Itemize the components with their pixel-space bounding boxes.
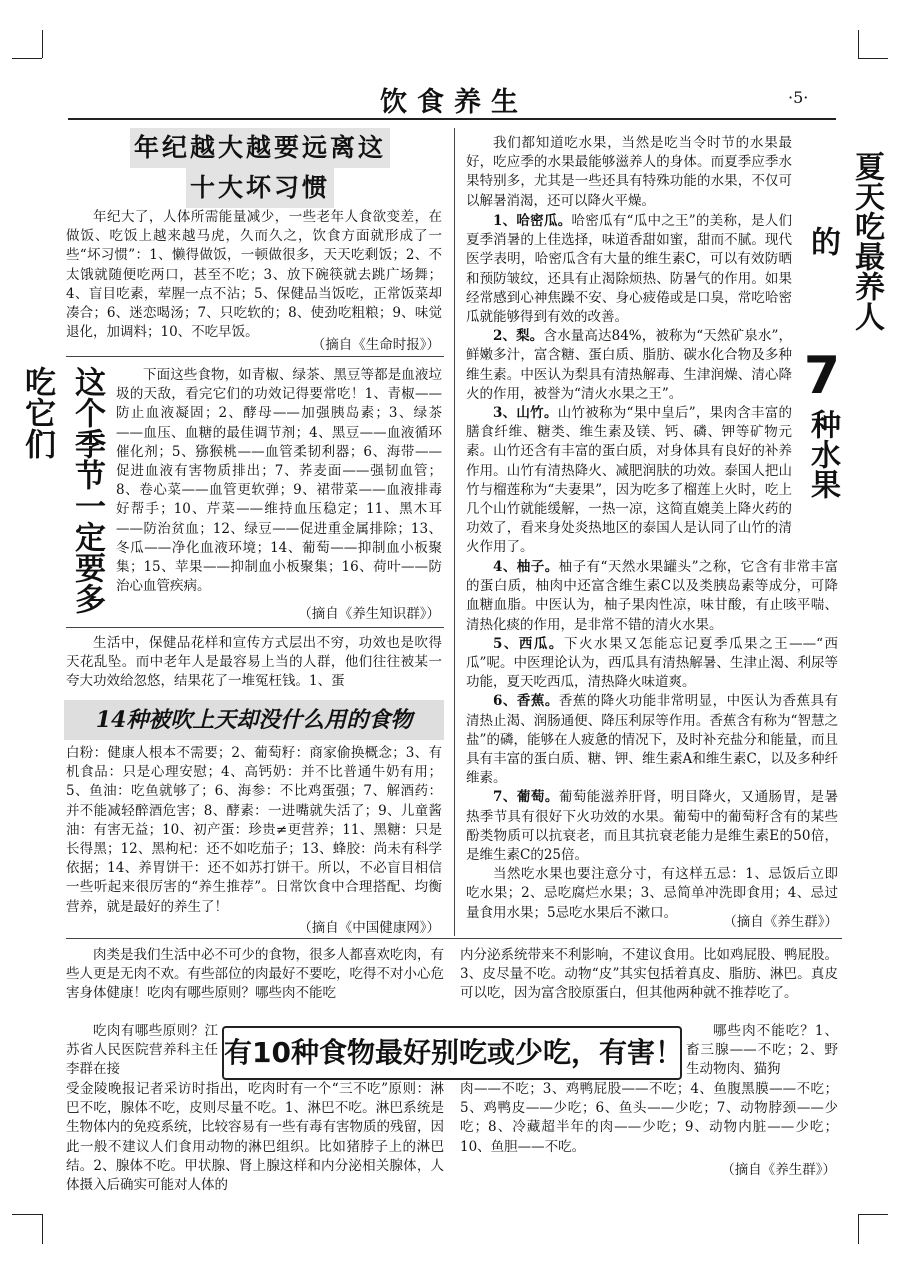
header-rule <box>68 118 836 120</box>
article5-para2-left-a: 吃肉有哪些原则？江苏省人民医院营养科主任李群在接 <box>66 1023 218 1078</box>
fruit-item: 2、梨。含水量高达84%，被称为“天然矿泉水”，鲜嫩多汁，富含糖、蛋白质、脂肪、碳水化合物及多种维生素。中医认为梨具有清热解毒、生津润燥、清心降火的作用，被誉为“清火水果之王”。 <box>466 328 792 402</box>
title-number: 7 <box>803 346 841 406</box>
column-divider <box>454 128 455 936</box>
divider <box>66 356 444 357</box>
article5-para1-left: 肉类是我们生活中必不可少的食物，很多人都喜欢吃肉，有些人更是无肉不欢。有些部位的肉最好不要吃，吃得不对小心危害身体健康！吃肉有哪些原则？哪些肉不能吃 <box>66 947 444 1002</box>
crop-mark <box>858 58 888 59</box>
fruit-item: 7、葡萄。葡萄能滋养肝肾，明目降火，又通肠胃，是暑热季节具有很好下火功效的水果。葡萄中的葡萄籽含有的某些酚类物质可以抗衰老，而且其抗衰老能力是维生素E的50倍，是维生素C的25倍。 <box>466 789 838 864</box>
article3-source: （摘自《中国健康网》） <box>298 920 440 936</box>
divider <box>66 627 444 628</box>
article1-body: 年纪大了，人体所需能量减少，一些老年人食欲变差，在做饭、吃饭上越来越马虎，久而久之，饮食方面就形成了一些“坏习惯”：1、懒得做饭，一顿做很多，天天吃剩饭；2、不太饿就随便吃两口，甚至不吃；3、放下碗筷就去跳广场舞；4、盲目吃素，荤腥一点不沾；5、保健品当饭吃，正常饭菜却凑合；6、迷恋喝汤；7、只吃软的；8、使劲吃粗粮；9、味觉退化，加调料；10、不吃早饭。 <box>66 209 442 341</box>
article2-source: （摘自《养生知识群》） <box>298 606 440 622</box>
article4-intro: 我们都知道吃水果，当然是吃当令时节的水果最好，吃应季的水果最能够滋养人的身体。而夏季应季水果特别多，尤其是一些还具有特殊功能的水果，不仅可以解暑消渴，还可以降火平燥。 <box>466 135 792 209</box>
article1-source: （摘自《生命时报》） <box>311 337 440 353</box>
article2-title: 这个季节一定要多吃它们 <box>19 366 105 614</box>
fruit-item: 5、西瓜。下火水果又怎能忘记夏季瓜果之王——“西瓜”呢。中医理论认为，西瓜具有清热解暑、生津止渴、利尿等功能，夏天吃西瓜，清热降火味道爽。 <box>466 635 838 691</box>
article5-para2-right-b: 肉——不吃；3、鸡鸭屁股——不吃；4、鱼腹黑膜——不吃；5、鸡鸭皮——少吃；6、鱼头——少吃；7、动物脖颈——少吃；8、冷藏超半年的肉——少吃；9、动物内脏——少吃；10、鱼胆——不吃。 <box>460 1081 838 1155</box>
article4-items-top <box>466 212 792 558</box>
crop-mark <box>42 1214 43 1244</box>
article5-para1-right: 内分泌系统带来不利影响，不建议食用。比如鸡屁股、鸭屁股。3、皮尽量不吃。动物“皮”其实包括着真皮、脂肪、淋巴。真皮可以吃，因为富含胶原蛋白，但其他两种就不推荐吃了。 <box>460 947 838 1002</box>
crop-mark <box>12 1214 42 1215</box>
article5-source: （摘自《养生群》） <box>721 1162 836 1178</box>
fruit-item: 3、山竹。山竹被称为“果中皇后”，果肉含丰富的膳食纤维、糖类、维生素及镁、钙、磷、钾等矿物元素。山竹还含有丰富的蛋白质，对身体具有良好的补养作用。山竹有清热降火、减肥润肤的功效。泰国人把山竹与榴莲称为“夫妻果”，因为吃多了榴莲上火时，吃上几个山竹就能缓解，一热一凉，这简直媲美上降火药的功效了，看来身处炎热地区的泰国人是认同了山竹的清火作用了。 <box>466 405 792 556</box>
title-line: 十大坏习惯 <box>186 168 334 208</box>
page-number: ·5· <box>788 88 809 107</box>
divider <box>66 938 842 939</box>
article5-title: 有10种食物最好别吃或少吃，有害！ <box>222 1026 682 1080</box>
fruit-item: 1、哈密瓜。哈密瓜有“瓜中之王”的美称，是人们夏季消暑的上佳选择，味道香甜如蜜，甜而不腻。现代医学表明，哈密瓜含有大量的维生素C，可以有效防晒和预防皱纹，还具有止渴除烦热、防暑气的作用。如果经常感到心神焦躁不安、身心疲倦或是口臭，常吃哈密瓜就能够得到有效的改善。 <box>466 213 792 326</box>
article1-title <box>90 128 430 208</box>
article3-body: 白粉：健康人根本不需要；2、葡萄籽：商家偷换概念；3、有机食品：只是心理安慰；4、高钙奶：并不比普通牛奶有用；5、鱼油：吃鱼就够了；6、海参：不比鸡蛋强；7、解酒药：并不能减轻醉酒危害；8、酵素：一进嘴就失活了；9、儿童酱油：有害无益；10、初产蛋：珍贵≠更营养；11、黑糖：只是长得黑；12、黑枸杞：还不如吃茄子；13、蜂胶：尚未有科学依据；14、养胃饼干：还不如苏打饼干。所以，不必盲目相信一些听起来很厉害的“养生推荐”。日常饮食中合理搭配、均衡营养，就是最好的养生了！ <box>66 745 442 915</box>
crop-mark <box>858 1214 859 1244</box>
article3-title: 14种被吹上天却没什么用的食物 <box>64 700 444 740</box>
crop-mark <box>12 58 42 59</box>
article4-outro: 当然吃水果也要注意分寸，有这样五忌：1、忌饭后立即吃水果；2、忌吃腐烂水果；3、忌简单冲洗即食用；4、忌过量食用水果；5忌吃水果后不漱口。 <box>466 866 838 921</box>
article5-para2-right-a: 哪些肉不能吃？1、畜三腺——不吃；2、野生动物肉、猫狗 <box>686 1023 838 1078</box>
article5-para2-left-b: 受金陵晚报记者采访时指出，吃肉时有一个“三不吃”原则：淋巴不吃，腺体不吃，皮则尽量不吃。1、淋巴不吃。淋巴系统是生物体内的免疫系统，比较容易有一些有毒有害物质的残留，因此一般不建议人们食用动物的淋巴组织。比如猪脖子上的淋巴结。2、腺体不吃。甲状腺、肾上腺这样和内分泌相关腺体，人体摄入后确实可能对人体的 <box>66 1081 444 1194</box>
article3-intro: 生活中，保健品花样和宣传方式层出不穷，功效也是吹得天花乱坠。而中老年人是最容易上当的人群，他们往往被某一夸大功效给忽悠，结果花了一堆冤枉钱。1、蛋 <box>66 635 442 690</box>
crop-mark <box>858 1214 888 1215</box>
article4-source: （摘自《养生群》） <box>723 914 838 930</box>
article4-title: 夏天吃最养人的 7 种水果 <box>800 138 844 506</box>
article2-body: 下面这些食物，如青椒、绿茶、黑豆等都是血液垃圾的天敌，看完它们的功效记得要常吃！1、青椒——防止血液凝固；2、酵母——加强胰岛素；3、绿茶——血压、血糖的最佳调节剂；4、黑豆——血液循环催化剂；5、猕猴桃——血管柔韧利器；6、海带——促进血液有害物质排出；7、荞麦面——强韧血管；8、卷心菜——血管更软弹；9、裙带菜——血液排毒好帮手；10、芹菜——维持血压稳定；11、黑木耳——防治贫血；12、绿豆——促进重金属排除；13、冬瓜——净化血液环境；14、葡萄——抑制血小板聚集；15、苹果——抑制血小板聚集；16、荷叶——防治心血管疾病。 <box>116 367 442 595</box>
section-title: 饮食养生 <box>380 87 528 118</box>
crop-mark <box>42 30 43 58</box>
crop-mark <box>858 30 859 58</box>
title-line: 年纪越大越要远离这 <box>130 128 390 168</box>
fruit-item: 4、柚子。柚子有“天然水果罐头”之称，它含有非常丰富的蛋白质，柚肉中还富含维生素C以及类胰岛素等成分，可降血糖血脂。中医认为，柚子果肉性凉，味甘酸，有止咳平喘、清热化痰的作用，是非常不错的清火水果。 <box>466 559 838 633</box>
article4-items-bottom <box>466 558 838 923</box>
fruit-item: 6、香蕉。香蕉的降火功能非常明显，中医认为香蕉具有清热止渴、润肠通便、降压利尿等作用。香蕉含有称为“智慧之盐”的磷，能够在人疲惫的情况下，及时补充盐分和能量，而且具有丰富的蛋白质、糖、钾、维生素A和维生素C，以及多种纤维素。 <box>466 693 838 787</box>
